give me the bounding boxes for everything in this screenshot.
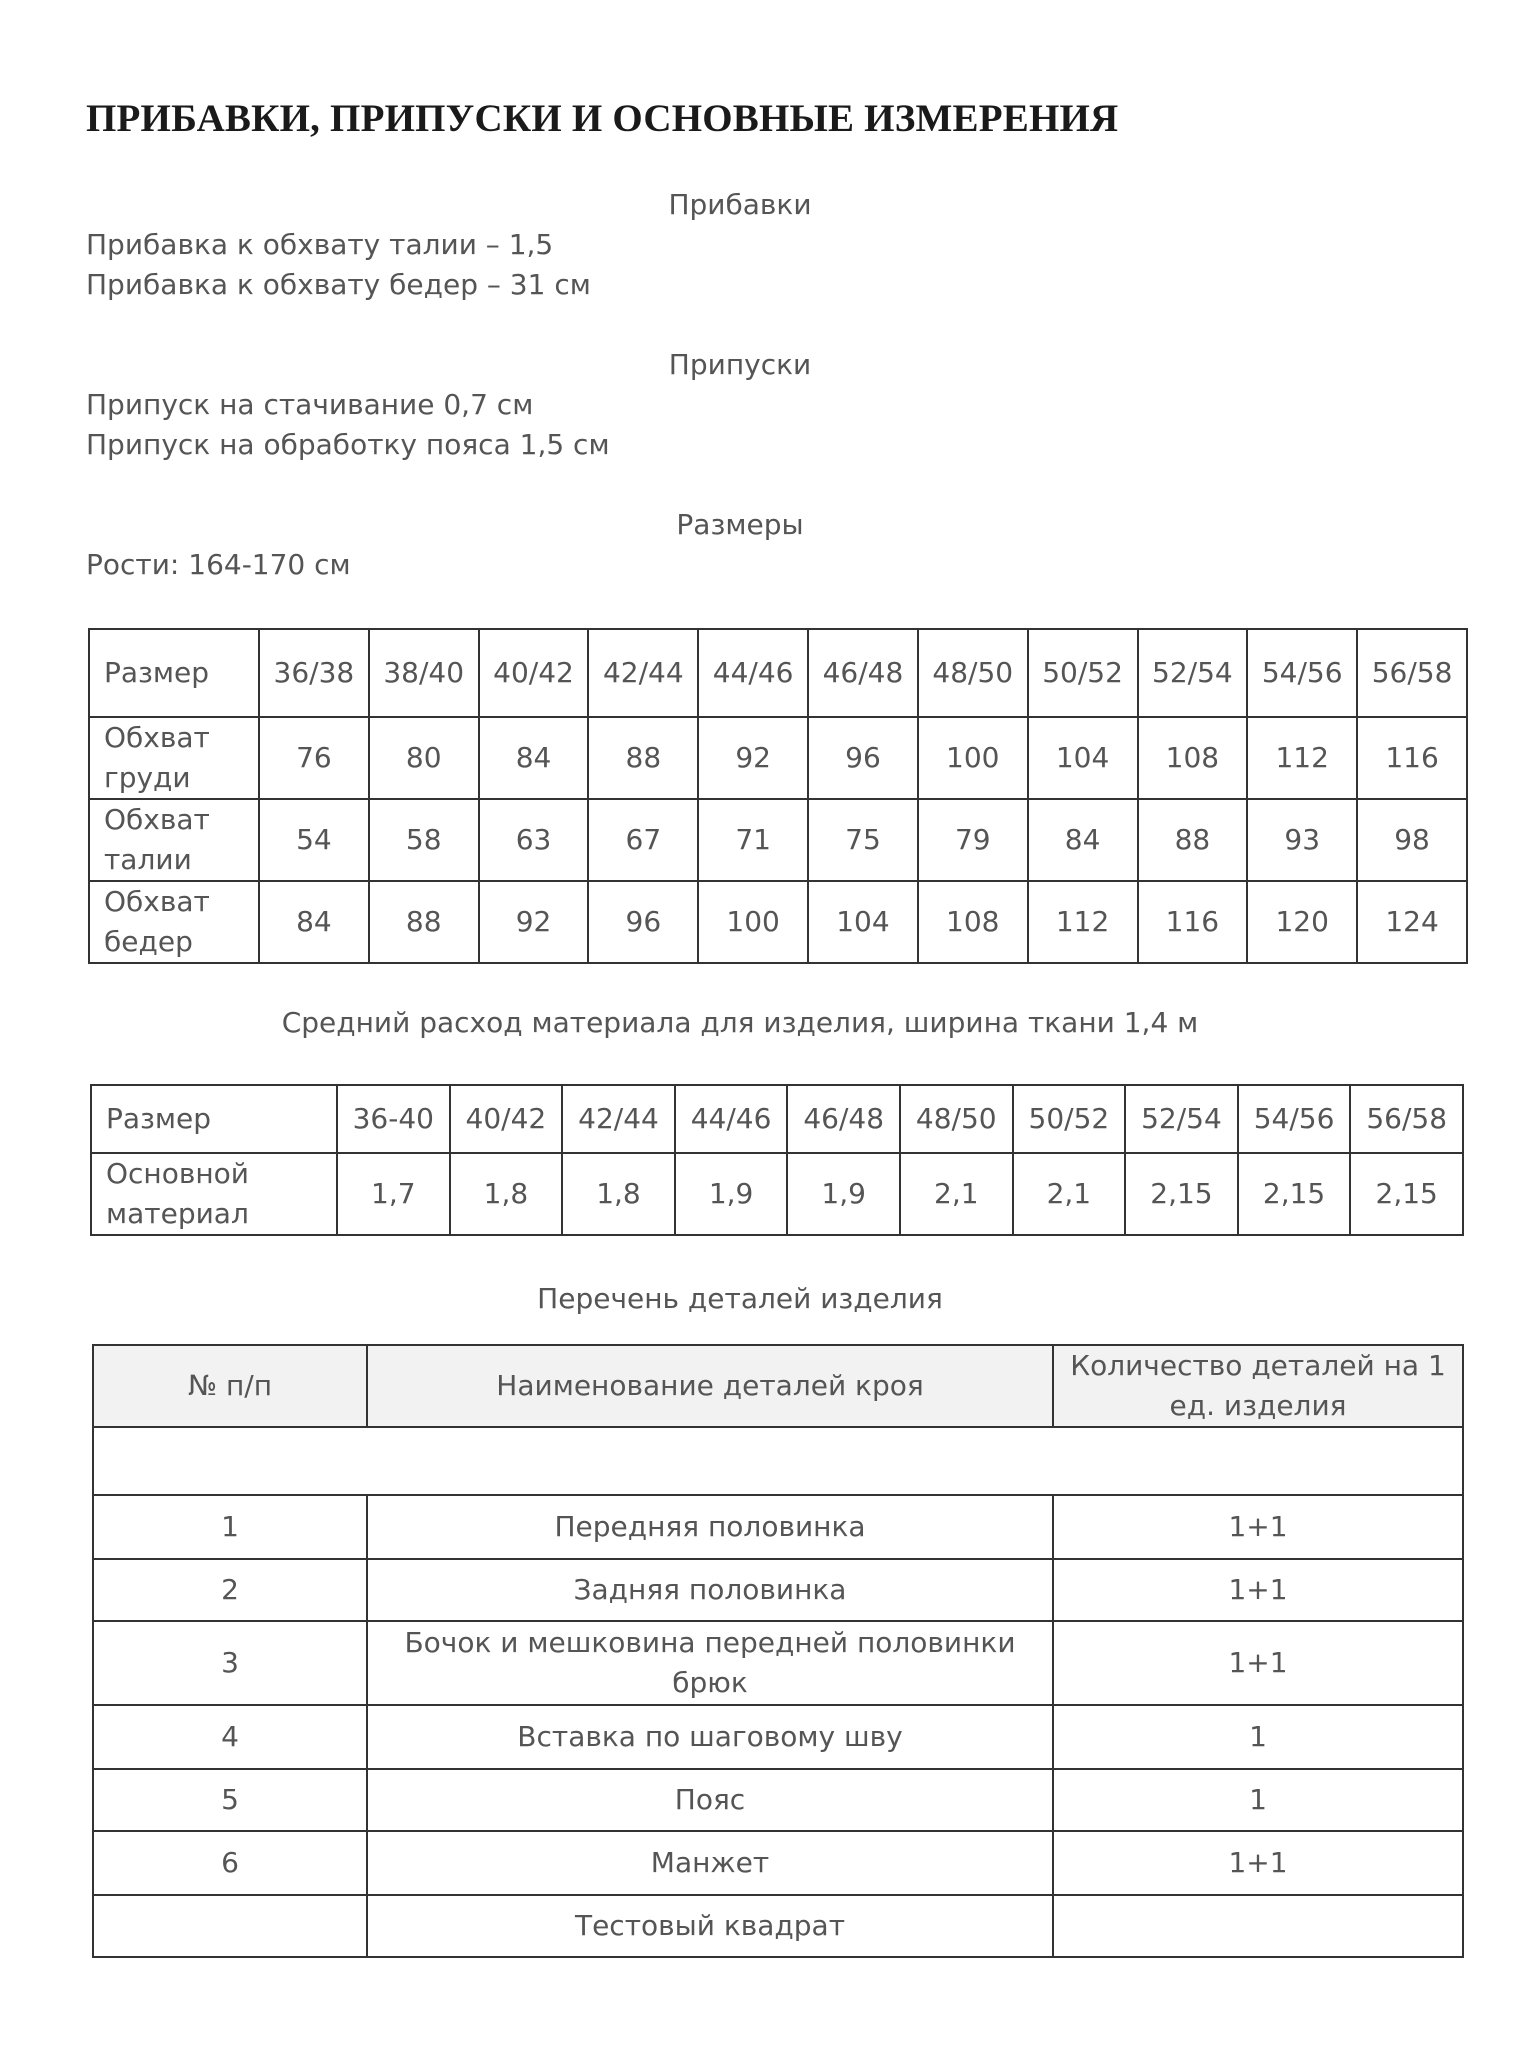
table-cell: 92 (698, 717, 808, 799)
table-cell: 88 (369, 881, 479, 963)
table-cell: 71 (698, 799, 808, 881)
empty-row (93, 1427, 1463, 1495)
part-name: Манжет (367, 1831, 1053, 1895)
part-quantity (1053, 1895, 1463, 1957)
part-number: 4 (93, 1705, 367, 1769)
sizes-header-cell: 36/38 (259, 629, 369, 717)
sizes-table (88, 628, 1468, 964)
table-cell: 104 (808, 881, 918, 963)
heights-text: Рости: 164-170 см (86, 548, 351, 581)
table-row (93, 1621, 1463, 1705)
sizes-header-cell: 50/52 (1028, 629, 1138, 717)
consumption-header-cell: 50/52 (1013, 1085, 1126, 1153)
consumption-header-cell: 36-40 (337, 1085, 450, 1153)
seam-allowance-waistband: Припуск на обработку пояса 1,5 см (86, 428, 610, 461)
table-cell: 92 (479, 881, 589, 963)
part-number (93, 1895, 367, 1957)
sizes-heading: Размеры (676, 508, 804, 541)
table-cell: 96 (808, 717, 918, 799)
part-number: 1 (93, 1495, 367, 1559)
parts-heading: Перечень деталей изделия (537, 1282, 943, 1315)
part-quantity: 1+1 (1053, 1621, 1463, 1705)
table-cell: 1,8 (450, 1153, 563, 1235)
consumption-header-cell: 56/58 (1350, 1085, 1463, 1153)
part-quantity: 1+1 (1053, 1559, 1463, 1621)
table-cell: 100 (698, 881, 808, 963)
table-cell: 67 (588, 799, 698, 881)
table-cell: 79 (918, 799, 1028, 881)
sizes-header-cell: 54/56 (1247, 629, 1357, 717)
table-cell: 112 (1028, 881, 1138, 963)
part-number: 3 (93, 1621, 367, 1705)
part-name: Тестовый квадрат (367, 1895, 1053, 1957)
page-title: ПРИБАВКИ, ПРИПУСКИ И ОСНОВНЫЕ ИЗМЕРЕНИЯ (86, 97, 1119, 140)
table-cell: 54 (259, 799, 369, 881)
table-cell: 108 (1138, 717, 1248, 799)
allowances-heading: Прибавки (668, 188, 812, 221)
seam-allowance-stitching: Припуск на стачивание 0,7 см (86, 388, 534, 421)
table-cell: 112 (1247, 717, 1357, 799)
table-row (91, 1153, 1463, 1235)
parts-table (92, 1344, 1464, 1958)
table-cell: 2,1 (900, 1153, 1013, 1235)
allowance-waist: Прибавка к обхвату талии – 1,5 (86, 228, 554, 261)
table-cell: 2,1 (1013, 1153, 1126, 1235)
table-cell: 63 (479, 799, 589, 881)
table-cell: 1,8 (562, 1153, 675, 1235)
part-quantity: 1 (1053, 1769, 1463, 1831)
table-cell: 120 (1247, 881, 1357, 963)
table-row (93, 1495, 1463, 1559)
table-cell: 2,15 (1238, 1153, 1351, 1235)
parts-header-cell: Количество деталей на 1 ед. изделия (1053, 1345, 1463, 1427)
sizes-header-cell: Размер (89, 629, 259, 717)
part-name: Вставка по шаговому шву (367, 1705, 1053, 1769)
part-name: Пояс (367, 1769, 1053, 1831)
part-name: Задняя половинка (367, 1559, 1053, 1621)
sizes-header-cell: 56/58 (1357, 629, 1467, 717)
table-cell: 93 (1247, 799, 1357, 881)
table-cell: 108 (918, 881, 1028, 963)
sizes-header-cell: 42/44 (588, 629, 698, 717)
consumption-header-cell: 54/56 (1238, 1085, 1351, 1153)
part-number: 2 (93, 1559, 367, 1621)
table-row (93, 1831, 1463, 1895)
consumption-header-cell: 40/42 (450, 1085, 563, 1153)
table-row (89, 881, 1467, 963)
sizes-header-cell: 52/54 (1138, 629, 1248, 717)
parts-header-cell: № п/п (93, 1345, 367, 1427)
table-cell: 1,9 (675, 1153, 788, 1235)
consumption-header-cell: 52/54 (1125, 1085, 1238, 1153)
table-row (89, 717, 1467, 799)
consumption-header-cell: 46/48 (787, 1085, 900, 1153)
empty-cell (93, 1427, 1463, 1495)
table-cell: 84 (479, 717, 589, 799)
table-cell: 124 (1357, 881, 1467, 963)
sizes-header-row (89, 629, 1467, 717)
table-cell: 75 (808, 799, 918, 881)
sizes-header-cell: 40/42 (479, 629, 589, 717)
part-number: 5 (93, 1769, 367, 1831)
table-cell: 58 (369, 799, 479, 881)
measurement-label: Обхват бедер (89, 881, 259, 963)
part-quantity: 1 (1053, 1705, 1463, 1769)
seam-allowances-heading: Припуски (668, 348, 812, 381)
table-cell: 116 (1357, 717, 1467, 799)
table-cell: 88 (1138, 799, 1248, 881)
part-quantity: 1+1 (1053, 1831, 1463, 1895)
parts-header-row (93, 1345, 1463, 1427)
parts-header-cell: Наименование деталей кроя (367, 1345, 1053, 1427)
part-name: Передняя половинка (367, 1495, 1053, 1559)
table-row (93, 1559, 1463, 1621)
consumption-header-row (91, 1085, 1463, 1153)
consumption-header-cell: 44/46 (675, 1085, 788, 1153)
part-name: Бочок и мешковина передней половинки брюк (367, 1621, 1053, 1705)
table-row (93, 1895, 1463, 1957)
table-cell: 2,15 (1125, 1153, 1238, 1235)
table-cell: 2,15 (1350, 1153, 1463, 1235)
consumption-header-cell: 42/44 (562, 1085, 675, 1153)
measurement-label: Обхват талии (89, 799, 259, 881)
sizes-header-cell: 46/48 (808, 629, 918, 717)
table-cell: 116 (1138, 881, 1248, 963)
material-label: Основной материал (91, 1153, 337, 1235)
sizes-header-cell: 44/46 (698, 629, 808, 717)
measurement-label: Обхват груди (89, 717, 259, 799)
table-cell: 84 (1028, 799, 1138, 881)
consumption-header-cell: Размер (91, 1085, 337, 1153)
allowance-hips: Прибавка к обхвату бедер – 31 см (86, 268, 591, 301)
part-quantity: 1+1 (1053, 1495, 1463, 1559)
consumption-heading: Средний расход материала для изделия, ширина ткани 1,4 м (281, 1006, 1199, 1039)
sizes-header-cell: 38/40 (369, 629, 479, 717)
sizes-header-cell: 48/50 (918, 629, 1028, 717)
table-cell: 96 (588, 881, 698, 963)
table-row (93, 1769, 1463, 1831)
table-cell: 100 (918, 717, 1028, 799)
table-row (89, 799, 1467, 881)
part-number: 6 (93, 1831, 367, 1895)
consumption-table (90, 1084, 1464, 1236)
table-cell: 104 (1028, 717, 1138, 799)
table-cell: 98 (1357, 799, 1467, 881)
table-cell: 76 (259, 717, 369, 799)
table-cell: 80 (369, 717, 479, 799)
table-cell: 1,9 (787, 1153, 900, 1235)
table-cell: 84 (259, 881, 369, 963)
table-cell: 88 (588, 717, 698, 799)
table-row (93, 1705, 1463, 1769)
consumption-header-cell: 48/50 (900, 1085, 1013, 1153)
table-cell: 1,7 (337, 1153, 450, 1235)
